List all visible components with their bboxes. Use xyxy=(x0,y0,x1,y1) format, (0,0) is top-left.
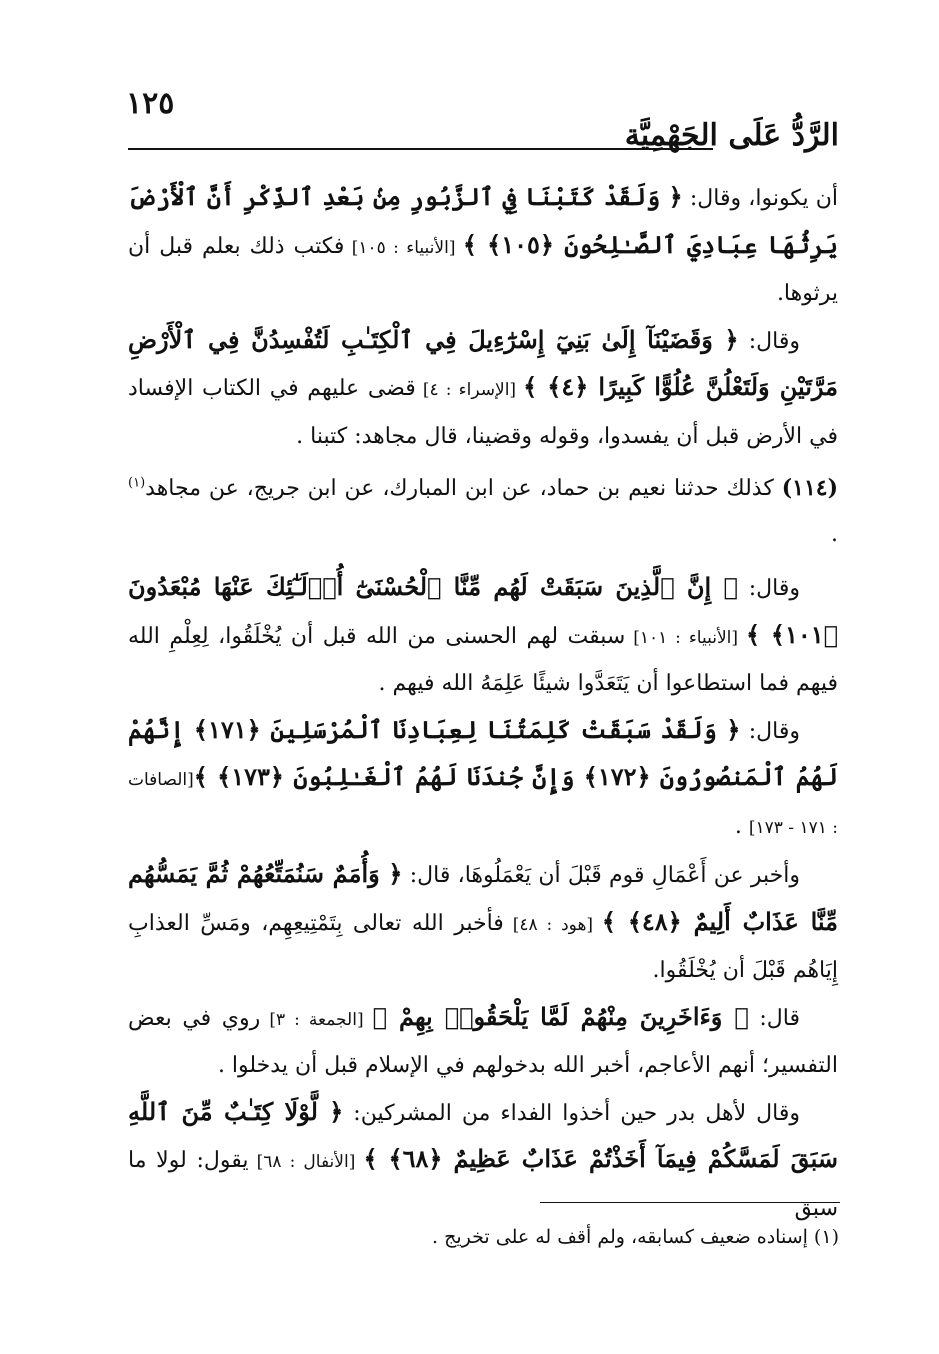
running-title: الرَّدُّ عَلَى الجَهْمِيَّة xyxy=(624,118,839,153)
paragraph-5 xyxy=(128,707,838,852)
paragraph-6 xyxy=(128,851,838,994)
header-rule xyxy=(128,148,713,150)
quran-verse: ﴿ وَلَقَدْ كَتَبْنَا فِي ٱلزَّبُورِ مِنۢ بَعْدِ ٱلذِّكْرِ أَنَّ ٱلْأَرْضَ يَرِثُهَا عِبَادِيَ ٱلصَّـٰلِحُونَ ﴿١٠٥﴾ ﴾ xyxy=(128,182,838,259)
paragraph-text: . xyxy=(734,813,749,839)
hadith-number: (١١٤) xyxy=(781,475,838,501)
paragraph-text: كذلك حدثنا نعيم بن حماد، عن ابن المبارك، عن ابن جريج، عن مجاهد xyxy=(145,476,782,501)
main-text xyxy=(128,174,838,1231)
paragraph-intro: وأخبر عن أَعْمَالِ قوم قَبْلَ أن يَعْمَلُوهَا، قال: xyxy=(402,863,800,888)
paragraph-intro: وقال: xyxy=(740,718,800,744)
paragraph-intro: وقال: xyxy=(738,328,800,354)
paragraph-text: روي في بعض التفسير؛ أنهم الأعاجم، أخبر الله بدخولهم في الإسلام قبل أن يدخلوا . xyxy=(128,1005,838,1078)
quran-verse: ﴿ وَءَاخَرِينَ مِنْهُمْ لَمَّا يَلْحَقُوا۟ بِهِمْ ﴾ xyxy=(372,1001,749,1031)
quran-verse: ﴿ لَّوْلَا كِتَـٰبٌ مِّنَ ٱللَّهِ سَبَقَ لَمَسَّكُمْ فِيمَآ أَخَذْتُمْ عَذَابٌ عَظِيمٌ ﴿٦٨﴾ ﴾ xyxy=(128,1096,839,1173)
paragraph-1 xyxy=(128,174,838,317)
verse-reference: [الإسراء : ٤] xyxy=(415,380,524,400)
paragraph-text: يقول: لولا ما سبق xyxy=(128,1148,838,1221)
quran-verse: ﴿ إِنَّ ٱلَّذِينَ سَبَقَتْ لَهُم مِّنَّا ٱلْحُسْنَىٰٓ أُو۟لَـٰٓئِكَ عَنْهَا مُبْعَدُونَ ﴿١٠١﴾ ﴾ xyxy=(128,572,839,649)
paragraph-7 xyxy=(128,994,838,1089)
footnote-rule xyxy=(540,1202,840,1203)
paragraph-intro: قال: xyxy=(748,1005,801,1031)
verse-reference: [الأنبياء : ١٠٥] xyxy=(344,237,463,258)
paragraph-text: فكتب ذلك بعلم قبل أن يرثوها. xyxy=(128,233,838,306)
footnote-marker: (١) xyxy=(128,475,146,491)
verse-reference: [الجمعة : ٣] xyxy=(260,1009,373,1030)
paragraph-8 xyxy=(128,1089,838,1232)
verse-reference: [الأنبياء : ١٠١] xyxy=(625,627,746,648)
hadith-114 xyxy=(128,466,838,557)
verse-reference: [الصافات : ١٧١ - ١٧٣] xyxy=(128,770,838,838)
page-number: ١٢٥ xyxy=(126,86,175,121)
paragraph-2 xyxy=(128,317,838,460)
paragraph-text: فأخبر الله تعالى بِتَمْتِيعِهِم، ومَسِّ العذابِ إِيَاهُم قَبْلَ أن يُخْلَقُوا. xyxy=(128,910,838,983)
footnote: (١) إسناده ضعيف كسابقه، ولم أقف له على تخريج . xyxy=(432,1226,839,1248)
paragraph-end: . xyxy=(831,521,838,547)
verse-reference: [هود : ٤٨] xyxy=(503,914,602,935)
paragraph-intro: وقال لأهل بدر حين أخذوا الفداء من المشركين: xyxy=(343,1100,800,1126)
quran-verse: ﴿ وَأُمَمٌ سَنُمَتِّعُهُمْ ثُمَّ يَمَسُّهُم مِّنَّا عَذَابٌ أَلِيمٌ ﴿٤٨﴾ ﴾ xyxy=(128,859,839,936)
quran-verse: ﴿ وَلَقَدْ سَبَقَتْ كَلِمَتُنَا لِعِبَادِنَا ٱلْمُرْسَلِينَ ﴿١٧١﴾ إِنَّهُمْ لَهُمُ ٱلْمَنصُورُونَ ﴿١٧٢﴾ وَإِنَّ جُندَنَا لَهُمُ ٱلْغَـٰلِبُونَ ﴿١٧٣﴾ ﴾ xyxy=(128,714,838,791)
paragraph-intro: أن يكونوا، وقال: xyxy=(682,186,839,211)
paragraph-4 xyxy=(128,564,838,707)
verse-reference: [الأنفال : ٦٨] xyxy=(248,1152,364,1172)
paragraph-intro: وقال: xyxy=(737,576,800,601)
paragraph-text: سبقت لهم الحسنى من الله قبل أن يُخْلَقُوا، لِعِلْمِ الله فيهم فما استطاعوا أن يَتَعَدَّوا شيئًا عَلِمَهُ الله فيهم . xyxy=(128,623,838,696)
paragraph-text: قضى عليهم في الكتاب الإفساد في الأرض قبل أن يفسدوا، وقوله وقضينا، قال مجاهد: كتبنا . xyxy=(128,376,838,449)
quran-verse: ﴿ وَقَضَيْنَآ إِلَىٰ بَنِيٓ إِسْرَٰٓءِيلَ فِي ٱلْكِتَـٰبِ لَتُفْسِدُنَّ فِي ٱلْأَرْضِ مَرَّتَيْنِ وَلَتَعْلُنَّ عُلُوًّا كَبِيرًا ﴿٤﴾ ﴾ xyxy=(128,324,838,401)
